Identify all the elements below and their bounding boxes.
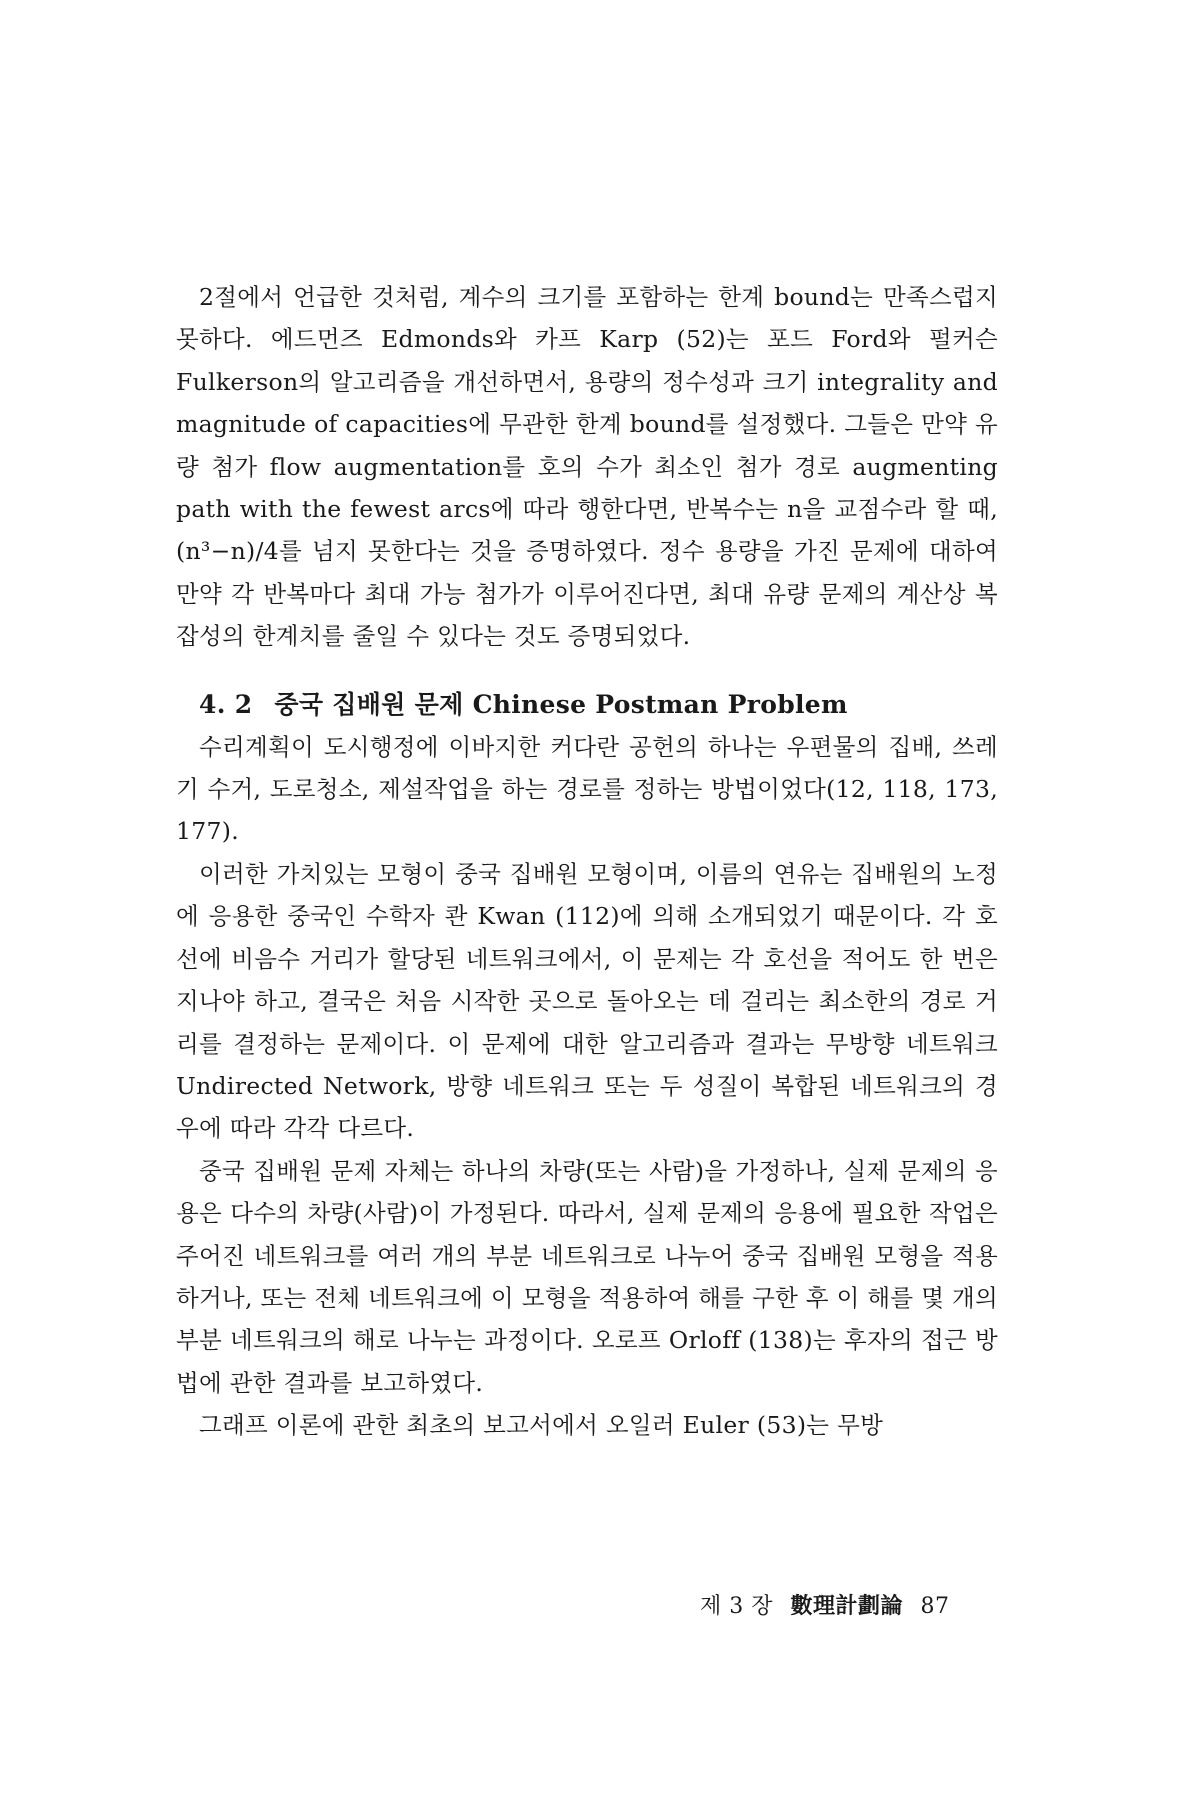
paragraph-model-origin: 이러한 가치있는 모형이 중국 집배원 모형이며, 이름의 연유는 집배원의 노정에 응용한 중국인 수학자 콴 Kwan (112)에 의해 소개되었기 때문이다. 각 호선에 비음수 거리가 할당된 네트워크에서, 이 문제는 각 호선을 적어도 한 번은 지나야 하고, 결국은 처음 시작한 곳으로 돌아오는 데 걸리는 최소한의 경로 거리를 결정하는 문제이다. 이 문제에 대한 알고리즘과 결과는 무방향 네트워크 Undirected Network, 방향 네트워크 또는 두 성질이 복합된 네트워크의 경우에 따라 각각 다르다.	[176, 859, 998, 1143]
section-heading	[176, 684, 998, 726]
page-footer	[700, 1592, 960, 1621]
footer-book-title: 數理計劃論	[790, 1593, 904, 1619]
paragraph-vehicles: 중국 집배원 문제 자체는 하나의 차량(또는 사람)을 가정하나, 실제 문제의 응용은 다수의 차량(사람)이 가정된다. 따라서, 실제 문제의 응용에 필요한 작업은 주어진 네트워크를 여러 개의 부분 네트워크로 나누어 중국 집배원 모형을 적용하거나, 또는 전체 네트워크에 이 모형을 적용하여 해를 구한 후 이 해를 몇 개의 부분 네트워크의 해로 나누는 과정이다. 오로프 Orloff (138)는 후자의 접근 방법에 관한 결과를 보고하였다.	[176, 1156, 998, 1397]
page-number: 87	[920, 1594, 950, 1619]
footer-chapter: 제 3 장	[700, 1594, 773, 1619]
paragraph-intro: 수리계획이 도시행정에 이바지한 커다란 공헌의 하나는 우편물의 집배, 쓰레기 수거, 도로청소, 제설작업을 하는 경로를 정하는 방법이었다(12, 118, 173, 177).	[176, 732, 998, 846]
section-title: 중국 집배원 문제 Chinese Postman Problem	[274, 689, 848, 719]
page-body	[176, 276, 998, 1447]
paragraph-bound-results: 2절에서 언급한 것처럼, 계수의 크기를 포함하는 한계 bound는 만족스럽지 못하다. 에드먼즈 Edmonds와 카프 Karp (52)는 포드 Ford와 펄커슨 Fulkerson의 알고리즘을 개선하면서, 용량의 정수성과 크기 integrality and magnitude of capacities에 무관한 한계 bound를 설정했다. 그들은 만약 유량 첨가 flow augmentation를 호의 수가 최소인 첨가 경로 augmenting path with the fewest arcs에 따라 행한다면, 반복수는 n을 교점수라 할 때, (n³−n)/4를 넘지 못한다는 것을 증명하였다. 정수 용량을 가진 문제에 대하여 만약 각 반복마다 최대 가능 첨가가 이루어진다면, 최대 유량 문제의 계산상 복잡성의 한계치를 줄일 수 있다는 것도 증명되었다.	[176, 283, 998, 651]
paragraph-euler: 그래프 이론에 관한 최초의 보고서에서 오일러 Euler (53)는 무방	[199, 1411, 884, 1440]
section-number: 4. 2	[199, 689, 253, 719]
